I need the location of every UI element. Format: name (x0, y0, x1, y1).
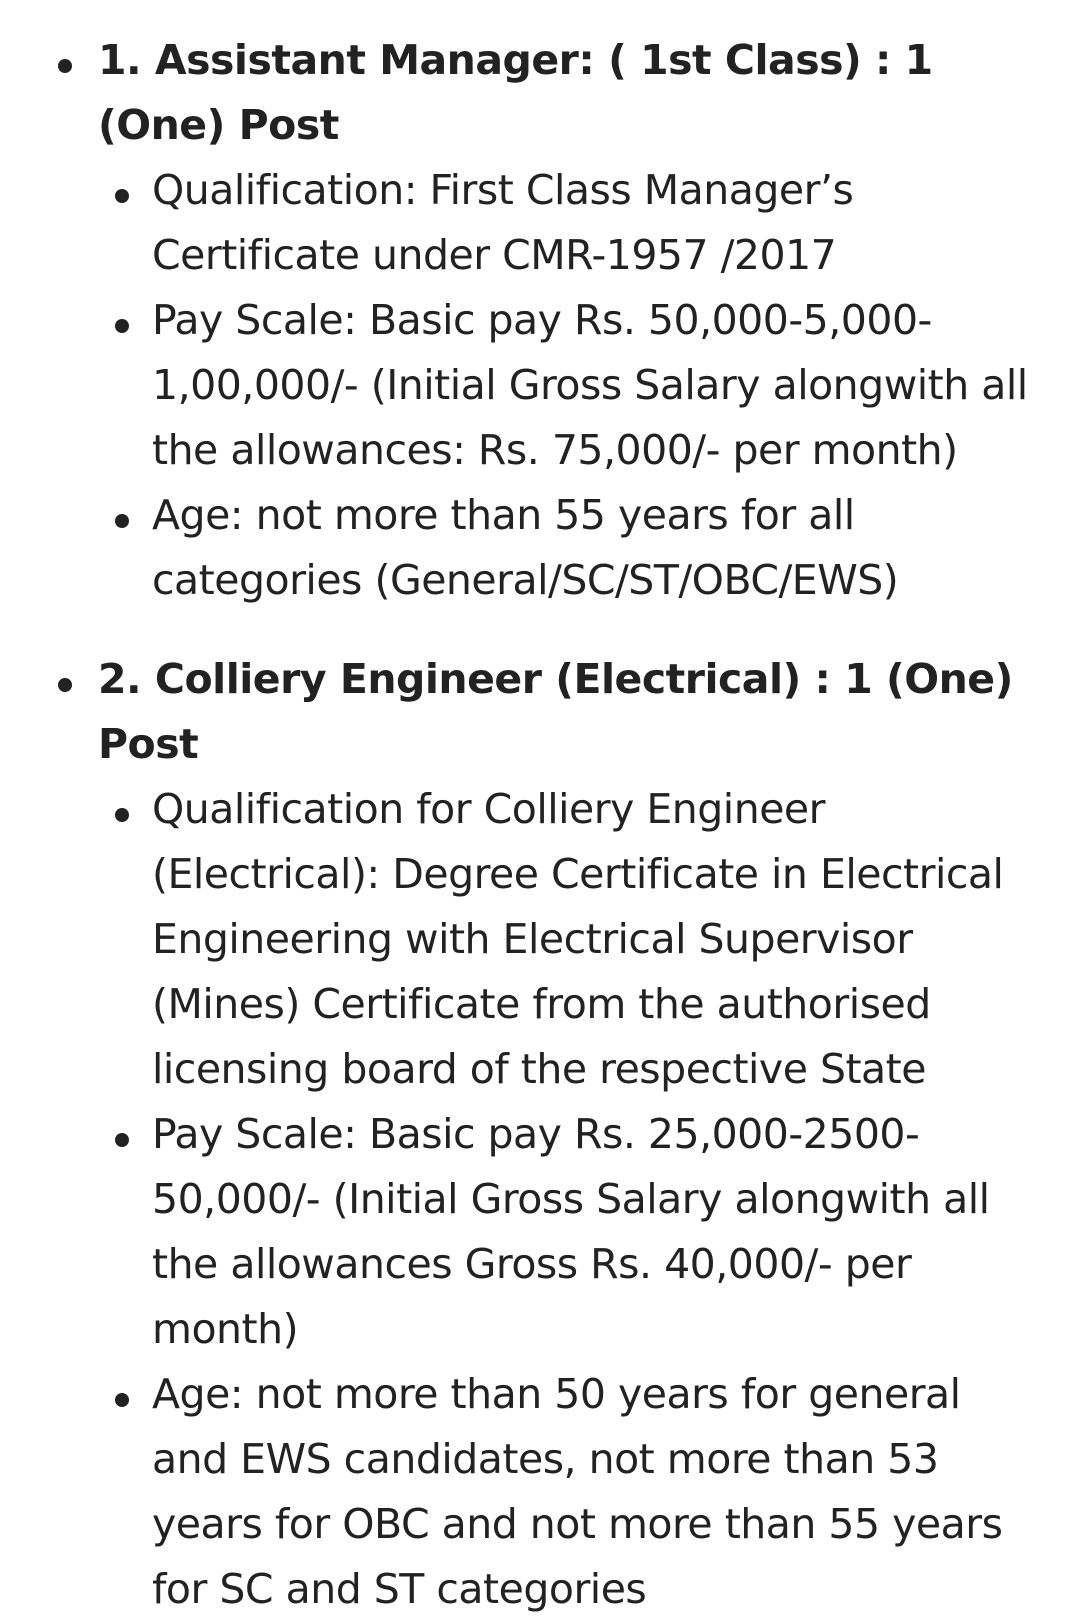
detail-item (98, 483, 1040, 613)
bullet-icon (115, 808, 129, 822)
bullet-icon (58, 59, 72, 73)
bullet-icon (115, 189, 129, 203)
posts-list (0, 28, 1080, 1622)
bullet-icon (115, 319, 129, 333)
age-text: Age: not more than 55 years for all categories (General/SC/ST/OBC/EWS) (152, 491, 899, 604)
detail-item (98, 288, 1040, 483)
qualification-text: Qualification for Colliery Engineer (Electrical): Degree Certificate in Electrical Engineering with Electrical Supervisor (Mines) Certificate from the authorised licensing board of the respective State (152, 785, 1004, 1093)
detail-item (98, 1362, 1040, 1622)
post-details-list (98, 158, 1040, 613)
post-item (0, 647, 1080, 1622)
age-text: Age: not more than 50 years for general and EWS candidates, not more than 53 years for OBC and not more than 55 years for SC and ST categories (152, 1370, 1003, 1613)
post-title: 2. Colliery Engineer (Electrical) : 1 (One) Post (98, 655, 1013, 768)
bullet-icon (115, 1133, 129, 1147)
post-item (0, 28, 1080, 613)
pay-scale-text: Pay Scale: Basic pay Rs. 50,000-5,000-1,00,000/- (Initial Gross Salary alongwith all the allowances: Rs. 75,000/- per month) (152, 296, 1028, 474)
pay-scale-text: Pay Scale: Basic pay Rs. 25,000-2500-50,000/- (Initial Gross Salary alongwith all the allowances Gross Rs. 40,000/- per month) (152, 1110, 990, 1353)
detail-item (98, 777, 1040, 1102)
bullet-icon (58, 678, 72, 692)
detail-item (98, 1102, 1040, 1362)
post-details-list (98, 777, 1040, 1622)
qualification-text: Qualification: First Class Manager’s Certificate under CMR-1957 /2017 (152, 166, 854, 279)
bullet-icon (115, 1393, 129, 1407)
post-title: 1. Assistant Manager: ( 1st Class) : 1 (One) Post (98, 36, 933, 149)
detail-item (98, 158, 1040, 288)
bullet-icon (115, 514, 129, 528)
